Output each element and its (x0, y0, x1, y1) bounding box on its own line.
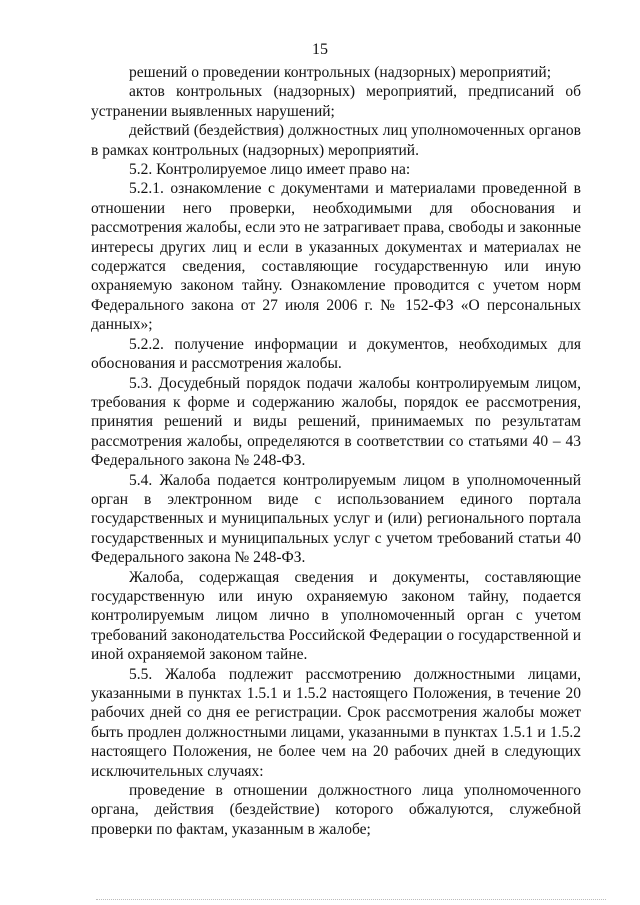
scan-edge-divider (96, 899, 606, 900)
paragraph-appeal-acts: актов контрольных (надзорных) мероприятий, предписаний об устранении выявленных нарушений; (91, 83, 581, 120)
page-number: 15 (312, 41, 328, 58)
paragraph-5-4: 5.4. Жалоба подается контролируемым лицом в уполномоченный орган в электронном виде с использованием единого портала государственных и муниципальных услуг и (или) регионального портала государственных и муниципальных услуг с учетом требований статьи 40 Федерального закона № 248-ФЗ. (91, 471, 581, 567)
paragraph-5-3: 5.3. Досудебный порядок подачи жалобы контролируемым лицом, требования к форме и содержанию жалобы, порядок ее рассмотрения, принятия решений и виды решений, принимаемых по результатам рассмотрения жалобы, определяются в соответствии со статьями 40 – 43 Федерального закона № 248-ФЗ. (91, 374, 581, 470)
paragraph-appeal-decisions: решений о проведении контрольных (надзорных) мероприятий; (129, 64, 552, 81)
paragraph-5-2-2: 5.2.2. получение информации и документов, необходимых для обоснования и рассмотрения жалобы. (91, 335, 581, 373)
document-body (91, 63, 581, 839)
paragraph-secret-complaint: Жалоба, содержащая сведения и документы, составляющие государственную или иную охраняемую законом тайну, подается контролируемым лицом лично в уполномоченный орган с учетом требований законодательства Российской Федерации о государственной и иной охраняемой законом тайне. (91, 568, 581, 664)
paragraph-5-5: 5.5. Жалоба подлежит рассмотрению должностными лицами, указанными в пунктах 1.5.1 и 1.5.2 настоящего Положения, в течение 20 рабочих дней со дня ее регистрации. Срок рассмотрения жалобы может быть продлен должностными лицами, указанными в пунктах 1.5.1 и 1.5.2 настоящего Положения, не более чем на 20 рабочих дней в следующих исключительных случаях: (91, 665, 581, 780)
paragraph-5-2: 5.2. Контролируемое лицо имеет право на: (129, 161, 411, 179)
paragraph-appeal-actions: действий (бездействия) должностных лиц уполномоченных органов в рамках контрольных (надзорных) мероприятий. (91, 122, 581, 159)
paragraph-5-2-1: 5.2.1. ознакомление с документами и материалами проведенной в отношении него проверки, необходимыми для обоснования и рассмотрения жалобы, если это не затрагивает права, свободы и законные интересы других лиц и если в указанных документах и материалах не содержатся сведения, составляющие государственную или иную охраняемую законом тайну. Ознакомление проводится с учетом норм Федерального закона от 27 июля 2006 г. № 152-ФЗ «О персональных данных»; (91, 180, 581, 334)
paragraph-extension-case: проведение в отношении должностного лица уполномоченного органа, действия (бездействие) которого обжалуются, служебной проверки по фактам, указанным в жалобе; (91, 782, 581, 838)
